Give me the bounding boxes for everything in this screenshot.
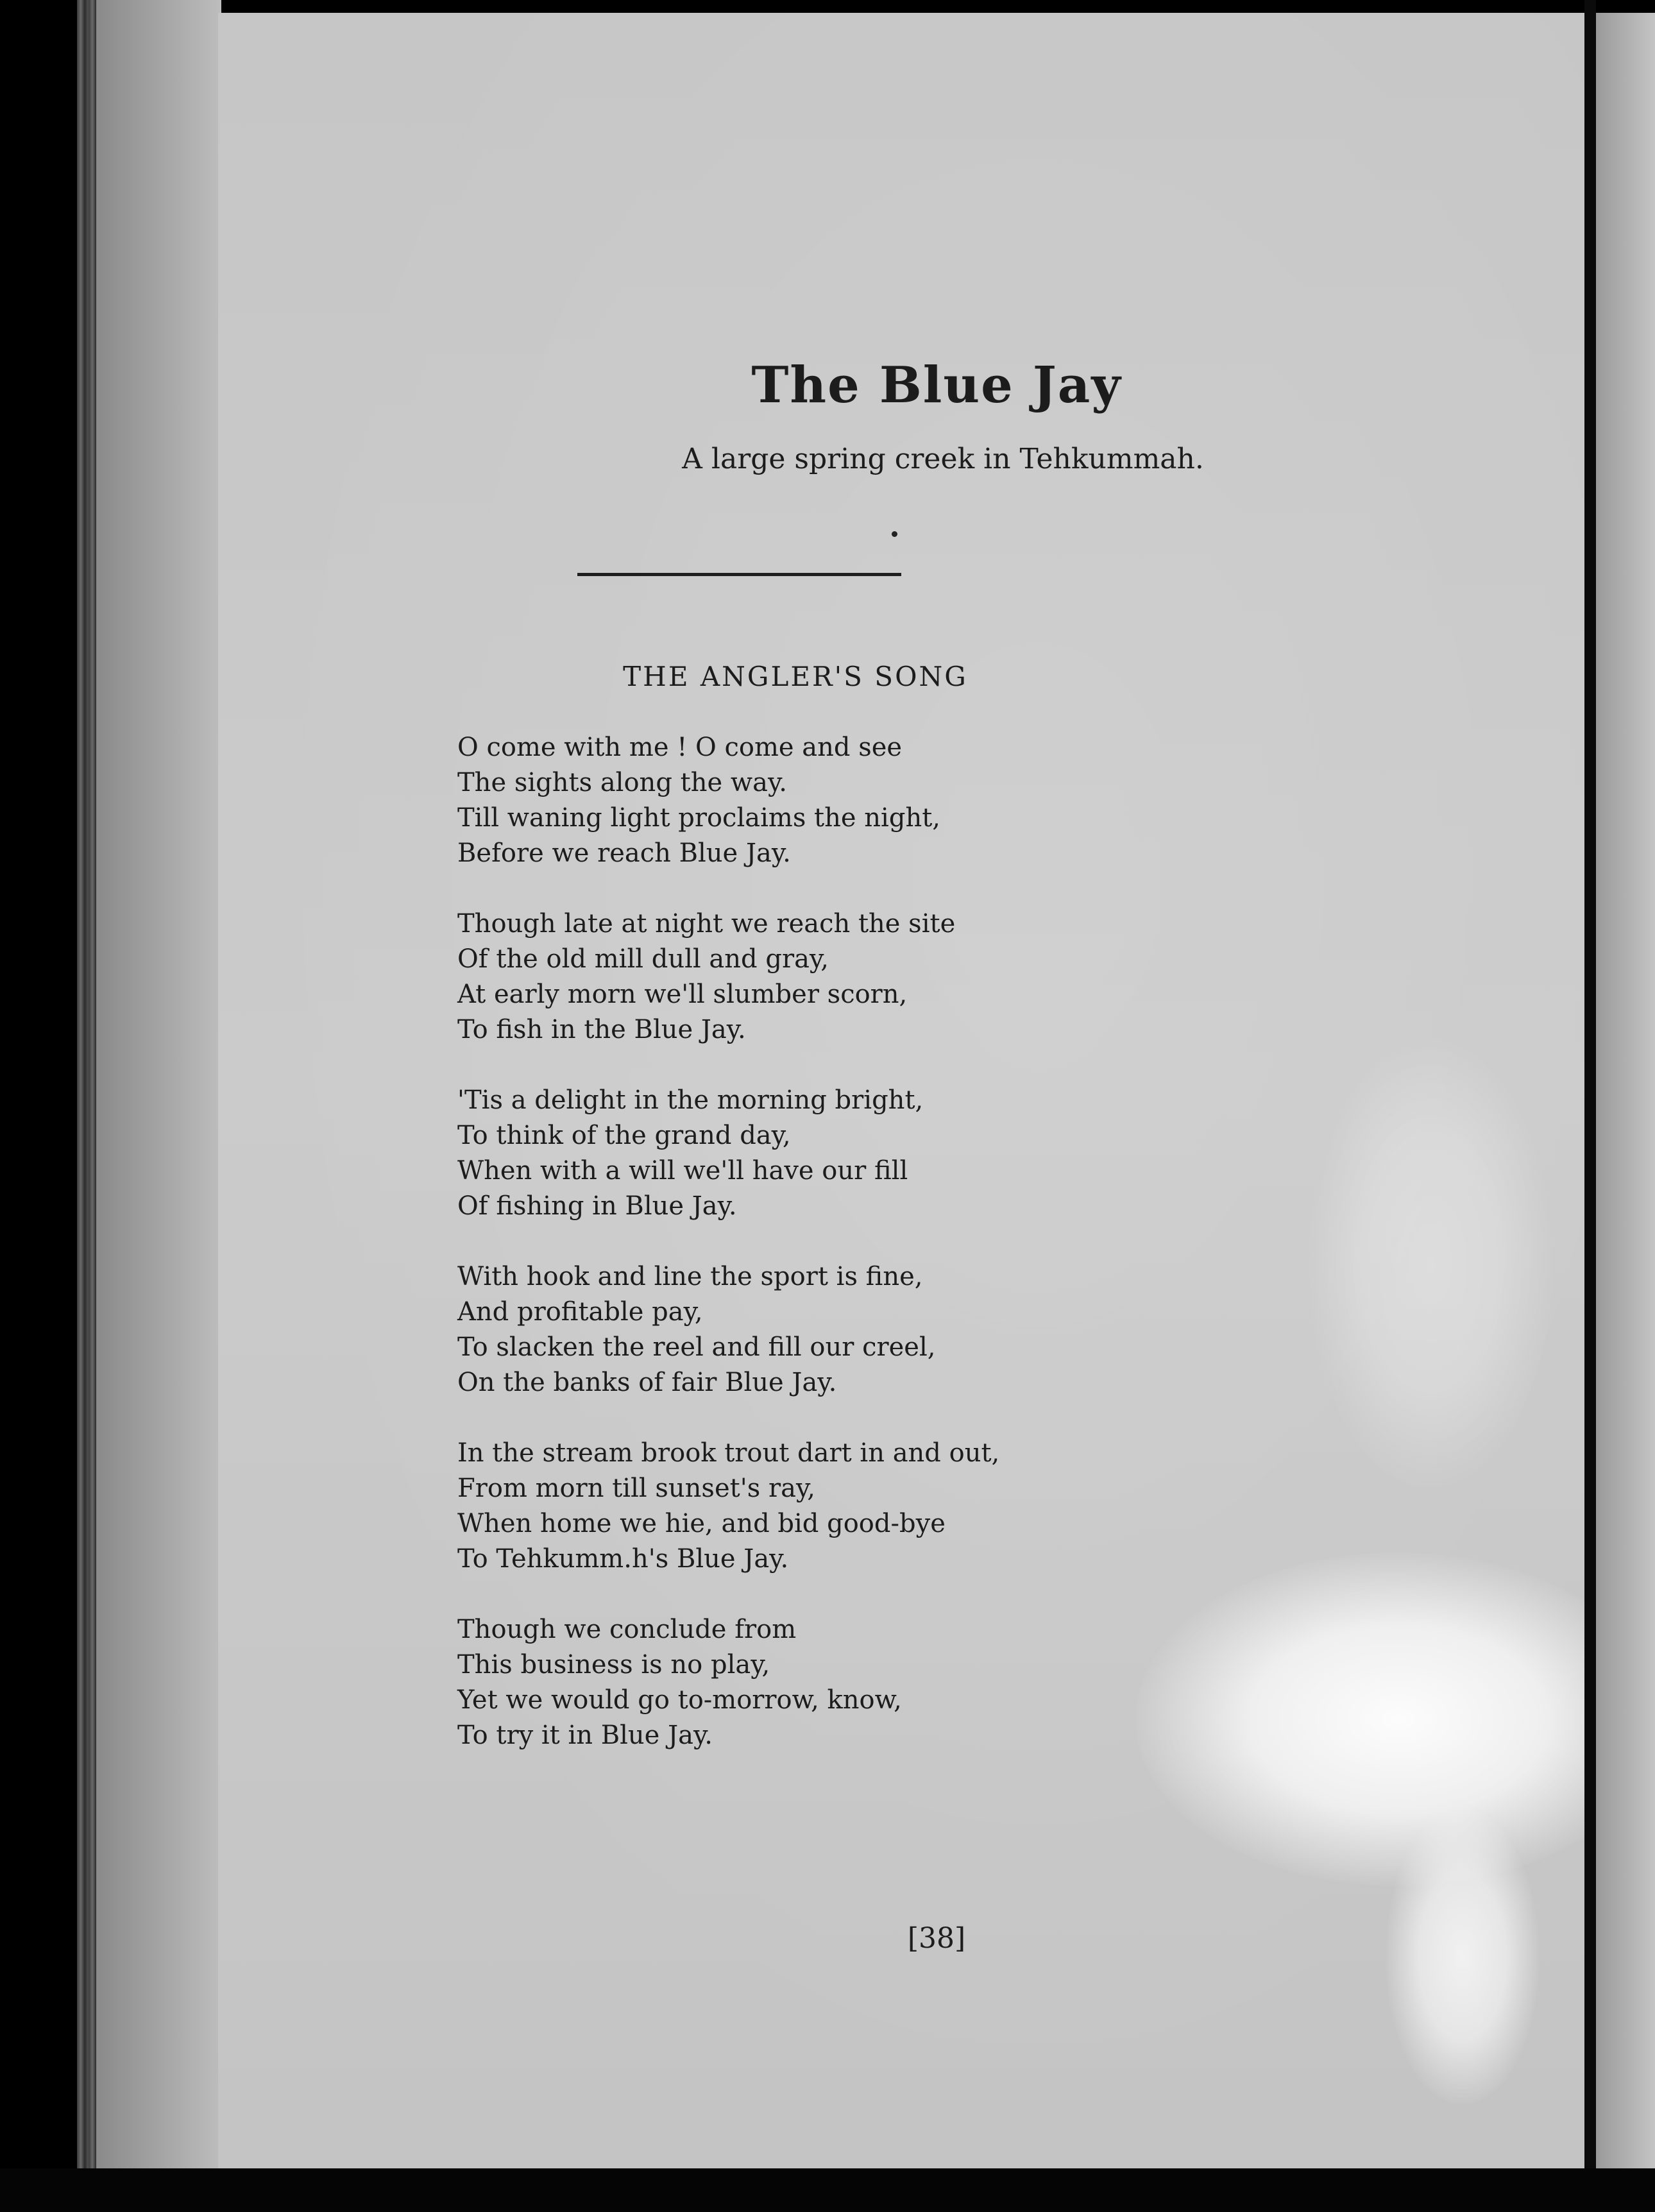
poem-line: Yet we would go to-morrow, know,	[457, 1685, 902, 1715]
stanza	[457, 1259, 999, 1400]
page-heading: The Blue Jay	[751, 356, 1122, 414]
poem-line: To Tehkumm.h's Blue Jay.	[457, 1544, 789, 1574]
poem-line: O come with me ! O come and see	[457, 733, 903, 762]
poem-line: To try it in Blue Jay.	[457, 1721, 713, 1750]
poem-line: On the banks of fair Blue Jay.	[457, 1368, 837, 1397]
page-number: [38]	[907, 1922, 966, 1955]
poem-line: 'Tis a delight in the morning bright,	[457, 1085, 924, 1115]
poem-line: From morn till sunset's ray,	[457, 1474, 815, 1503]
stanza	[457, 1436, 999, 1577]
ornament-dot	[892, 531, 897, 537]
stanza	[457, 730, 999, 871]
stanza	[457, 1083, 999, 1224]
poem-line: To fish in the Blue Jay.	[457, 1015, 746, 1044]
poem-line: The sights along the way.	[457, 768, 787, 797]
poem-line: With hook and line the sport is fine,	[457, 1262, 923, 1291]
poem-line: When with a will we'll have our fill	[457, 1156, 908, 1186]
poem-line: At early morn we'll slumber scorn,	[457, 980, 908, 1009]
poem-line: In the stream brook trout dart in and out,	[457, 1438, 1000, 1468]
poem	[457, 730, 999, 1789]
stanza	[457, 1612, 999, 1753]
poem-line: Though late at night we reach the site	[457, 909, 956, 939]
poem-line: Till waning light proclaims the night,	[457, 803, 940, 833]
poem-line: And profitable pay,	[457, 1297, 703, 1327]
song-title: THE ANGLER'S SONG	[623, 661, 968, 692]
section-rule	[577, 573, 901, 576]
poem-line: When home we hie, and bid good-bye	[457, 1509, 946, 1538]
poem-line: Of fishing in Blue Jay.	[457, 1191, 737, 1221]
poem-line: To slacken the reel and fill our creel,	[457, 1332, 936, 1362]
poem-line: Before we reach Blue Jay.	[457, 838, 791, 868]
poem-line: This business is no play,	[457, 1650, 770, 1680]
poem-line: To think of the grand day,	[457, 1121, 791, 1150]
poem-line: Of the old mill dull and gray,	[457, 944, 829, 974]
page-subheading: A large spring creek in Tehkummah.	[682, 443, 1204, 475]
stanza	[457, 906, 999, 1048]
poem-line: Though we conclude from	[457, 1615, 797, 1644]
